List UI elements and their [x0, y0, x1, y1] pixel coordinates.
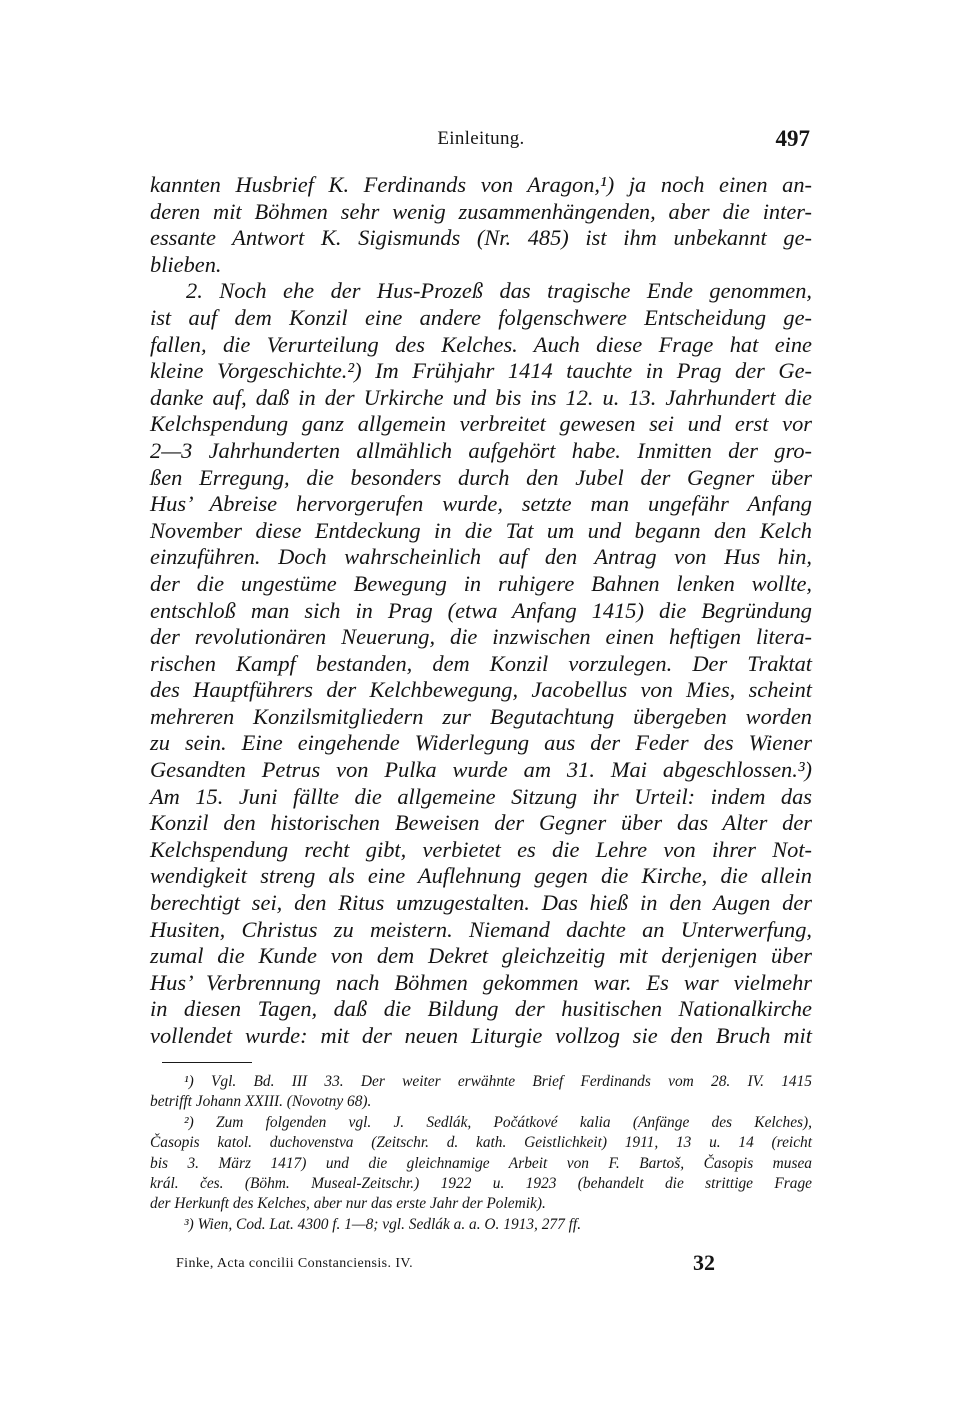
text-line: in diesen Tagen, daß die Bildung der husitischen Nationalkirche [150, 996, 812, 1022]
footnote-line: der Herkunft des Kelches, aber nur das erste Jahr der Polemik). [150, 1195, 546, 1213]
text-line: zu sein. Eine eingehende Widerlegung aus der Feder des Wiener [150, 730, 812, 756]
text-line: rischen Kampf bestanden, dem Konzil vorzulegen. Der Traktat [150, 650, 812, 676]
sheet-number: 32 [693, 1250, 715, 1275]
text-line: einzuführen. Doch wahrscheinlich auf den Antrag von Hus hin, [150, 544, 812, 570]
signature-text: Finke, Acta concilii Constanciensis. IV. [176, 1256, 413, 1271]
text-line: berechtigt sei, den Ritus umzugestalten. Das hieß in den Augen der [150, 890, 812, 916]
text-line: Hus’ Abreise hervorgerufen wurde, setzte man ungefähr Anfang [150, 491, 812, 517]
footnote-line: betrifft Johann XXIII. (Novotny 68). [150, 1093, 372, 1111]
text-line: kleine Vorgeschichte.²) Im Frühjahr 1414 tauchte in Prag der Ge- [150, 358, 812, 384]
sheet-signature [150, 1252, 812, 1278]
running-title: Einleitung. [437, 128, 525, 149]
text-line: mehreren Konzilsmitgliedern zur Begutachtung übergeben worden [150, 703, 812, 729]
footnote-line: král. čes. (Böhm. Museal-Zeitschr.) 1922 u. 1923 (behandelt die strittige Frage [150, 1174, 812, 1192]
text-line: Am 15. Juni fällte die allgemeine Sitzung ihr Urteil: indem das [150, 783, 812, 809]
text-line: vollendet wurde: mit der neuen Liturgie vollzog sie den Bruch mit [150, 1023, 812, 1048]
footnote-line: bis 3. März 1417) und die gleichnamige Arbeit von F. Bartoš, Časopis musea [150, 1154, 812, 1172]
text-line: Kelchspendung ganz allgemein verbreitet gewesen sei und erst vor [150, 411, 812, 437]
footnotes [150, 1072, 812, 1235]
footnote-line: Časopis katol. duchovenstva (Zeitschr. d. kath. Geistlichkeit) 1911, 13 u. 14 (reicht [150, 1134, 812, 1152]
body-text [150, 172, 812, 1050]
text-line: zumal die Kunde von dem Dekret gleichzeitig mit derjenigen über [150, 943, 812, 969]
text-line: der revolutionären Neuerung, die inzwischen einen heftigen litera- [150, 624, 812, 650]
text-line: Kelchspendung recht gibt, verbietet es die Lehre von ihrer Not- [150, 836, 812, 862]
text-line: fallen, die Verurteilung des Kelches. Auch diese Frage hat eine [150, 331, 812, 357]
text-line: ist auf dem Konzil eine andere folgenschwere Entscheidung ge- [150, 304, 812, 330]
text-line: ßen Erregung, die besonders durch den Jubel der Gegner über [150, 464, 812, 490]
text-line: essante Antwort K. Sigismunds (Nr. 485) ist ihm unbekannt ge- [150, 225, 812, 251]
page-number: 497 [775, 126, 810, 151]
running-head [150, 128, 812, 158]
footnote-2: ²) Zum folgenden vgl. J. Sedlák, Počátkové kalia (Anfänge des Kelches), [184, 1113, 812, 1131]
text-line: danke auf, daß in der Urkirche und bis ins 12. u. 13. Jahrhundert die [150, 384, 812, 410]
text-line: kannten Husbrief K. Ferdinands von Aragon,¹) ja noch einen an- [150, 172, 812, 197]
paragraph-start-line: 2. Noch ehe der Hus-Prozeß das tragische Ende genommen, [186, 278, 812, 304]
text-line: 2—3 Jahrhunderten allmählich aufgehört habe. Inmitten der gro- [150, 437, 812, 463]
footnote-1: ¹) Vgl. Bd. III 33. Der weiter erwähnte Brief Ferdinands vom 28. IV. 1415 [184, 1073, 812, 1090]
text-line: deren mit Böhmen sehr wenig zusammenhängenden, aber die inter- [150, 198, 812, 224]
text-line: wendigkeit streng als eine Auflehnung gegen die Kirche, die allein [150, 863, 812, 889]
text-line: Gesandten Petrus von Pulka wurde am 31. Mai abgeschlossen.³) [150, 757, 812, 783]
text-line: der die ungestüme Bewegung in ruhigere Bahnen lenken wollte, [150, 570, 812, 596]
footnote-divider [162, 1062, 252, 1063]
text-line: November diese Entdeckung in die Tat um und begann den Kelch [150, 517, 812, 543]
text-line: Husiten, Christus zu meistern. Niemand dachte an Unterwerfung, [150, 916, 812, 942]
text-line: des Hauptführers der Kelchbewegung, Jacobellus von Mies, scheint [150, 677, 812, 703]
text-line: blieben. [150, 251, 222, 277]
text-line: Hus’ Verbrennung nach Böhmen gekommen war. Es war vielmehr [150, 969, 812, 995]
text-line: entschloß man sich in Prag (etwa Anfang 1415) die Begründung [150, 597, 812, 623]
text-line: Konzil den historischen Beweisen der Gegner über das Alter der [150, 810, 812, 836]
footnote-3: ³) Wien, Cod. Lat. 4300 f. 1—8; vgl. Sedlák a. a. O. 1913, 277 ff. [184, 1215, 582, 1233]
